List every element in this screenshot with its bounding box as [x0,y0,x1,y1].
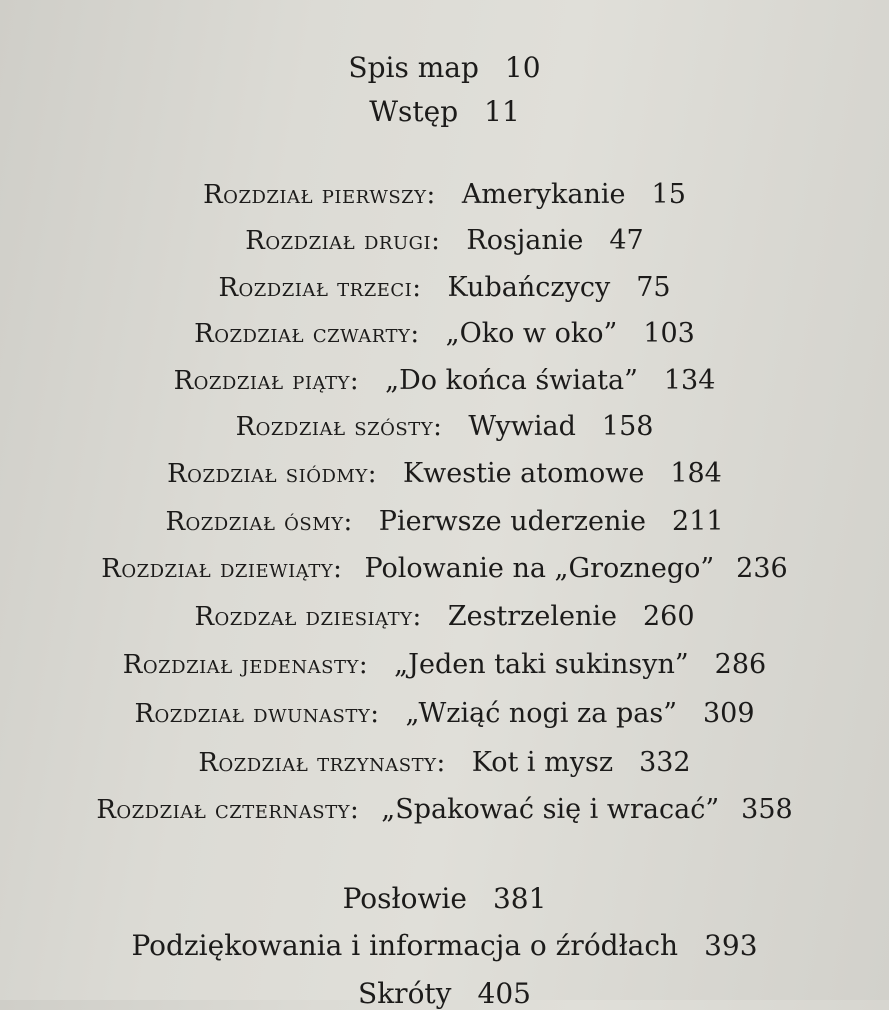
entry-page: 10 [504,51,541,84]
chapter-label: Rozdział drugi: [245,226,441,256]
toc-entry-chapter-5 [0,367,889,394]
toc-entry-chapter-9 [0,555,889,582]
chapter-title: „Wziąć nogi za pas” [405,698,677,729]
entry-title: Posłowie [342,882,467,915]
chapter-title: „Oko w oko” [445,318,618,349]
chapter-label: Rozdział pierwszy: [203,180,436,210]
chapter-page: 286 [714,649,767,680]
toc-entry-chapter-4 [0,320,889,347]
entry-title: Spis map [348,51,479,84]
toc-entry-chapter-3 [0,274,889,301]
chapter-page: 309 [703,698,755,729]
chapter-title: Zestrzelenie [447,601,617,632]
chapter-title: „Spakować się i wracać” [381,794,720,825]
toc-entry-chapter-6 [0,413,889,440]
chapter-page: 134 [663,365,716,396]
chapter-label: Rozdział czternasty: [96,795,360,825]
chapter-page: 103 [643,318,695,349]
chapter-title: „Jeden taki sukinsyn” [394,649,689,680]
chapter-page: 158 [601,411,654,442]
chapter-label: Rozdział dwunasty: [134,699,380,729]
toc-entry-back-3 [0,977,889,1010]
toc-entry-chapter-10 [0,603,889,630]
chapter-label: Rozdział ósmy: [165,507,353,537]
chapter-page: 47 [609,225,644,256]
chapter-label: Rozdział jedenasty: [122,650,369,680]
chapter-label: Rozdział trzynasty: [198,748,446,778]
toc-entry-front-2 [0,95,889,128]
chapter-title: Polowanie na „Groznego” [364,553,715,584]
chapter-title: Amerykanie [461,179,626,210]
chapter-title: Kot i mysz [471,747,614,778]
chapter-page: 358 [741,794,793,825]
chapter-title: Kwestie atomowe [403,458,645,489]
chapter-page: 236 [736,553,788,584]
chapter-page: 15 [651,179,686,210]
chapter-title: Rosjanie [466,225,584,256]
entry-page: 381 [492,882,547,915]
toc-entry-back-1 [0,882,889,915]
chapter-label: Rozdział czwarty: [194,319,420,349]
chapter-label: Rozdział siódmy: [167,459,378,489]
chapter-label: Rozdział trzeci: [218,273,422,303]
chapter-page: 75 [636,272,671,303]
toc-entry-chapter-1 [0,181,889,208]
chapter-page: 332 [639,747,691,778]
entry-page: 393 [704,929,758,962]
toc-entry-chapter-7 [0,460,889,487]
entry-title: Wstęp [369,95,459,128]
entry-title: Podziękowania i informacja o źródłach [131,929,679,962]
entry-page: 11 [484,95,520,128]
chapter-title: „Do końca świata” [385,365,638,396]
chapter-title: Kubańczycy [447,272,611,303]
chapter-label: Rozdział dziewiąty: [101,554,343,584]
toc-entry-front-1 [0,51,889,84]
toc-entry-back-2 [0,929,889,962]
chapter-page: 260 [643,601,695,632]
chapter-label: Rozdział piąty: [173,366,360,396]
entry-title: Skróty [358,977,452,1010]
toc-entry-chapter-13 [0,749,889,776]
chapter-title: Pierwsze uderzenie [378,506,647,537]
toc-entry-chapter-8 [0,508,889,535]
toc-entry-chapter-2 [0,227,889,254]
chapter-page: 184 [670,458,722,489]
toc-entry-chapter-11 [0,651,889,678]
chapter-title: Wywiad [468,411,576,442]
entry-page: 405 [477,977,531,1010]
chapter-label: Rozdzał dziesiąty: [194,602,422,632]
toc-entry-chapter-14 [0,796,889,823]
toc-entry-chapter-12 [0,700,889,727]
chapter-page: 211 [672,506,724,537]
chapter-label: Rozdział szósty: [235,412,443,442]
